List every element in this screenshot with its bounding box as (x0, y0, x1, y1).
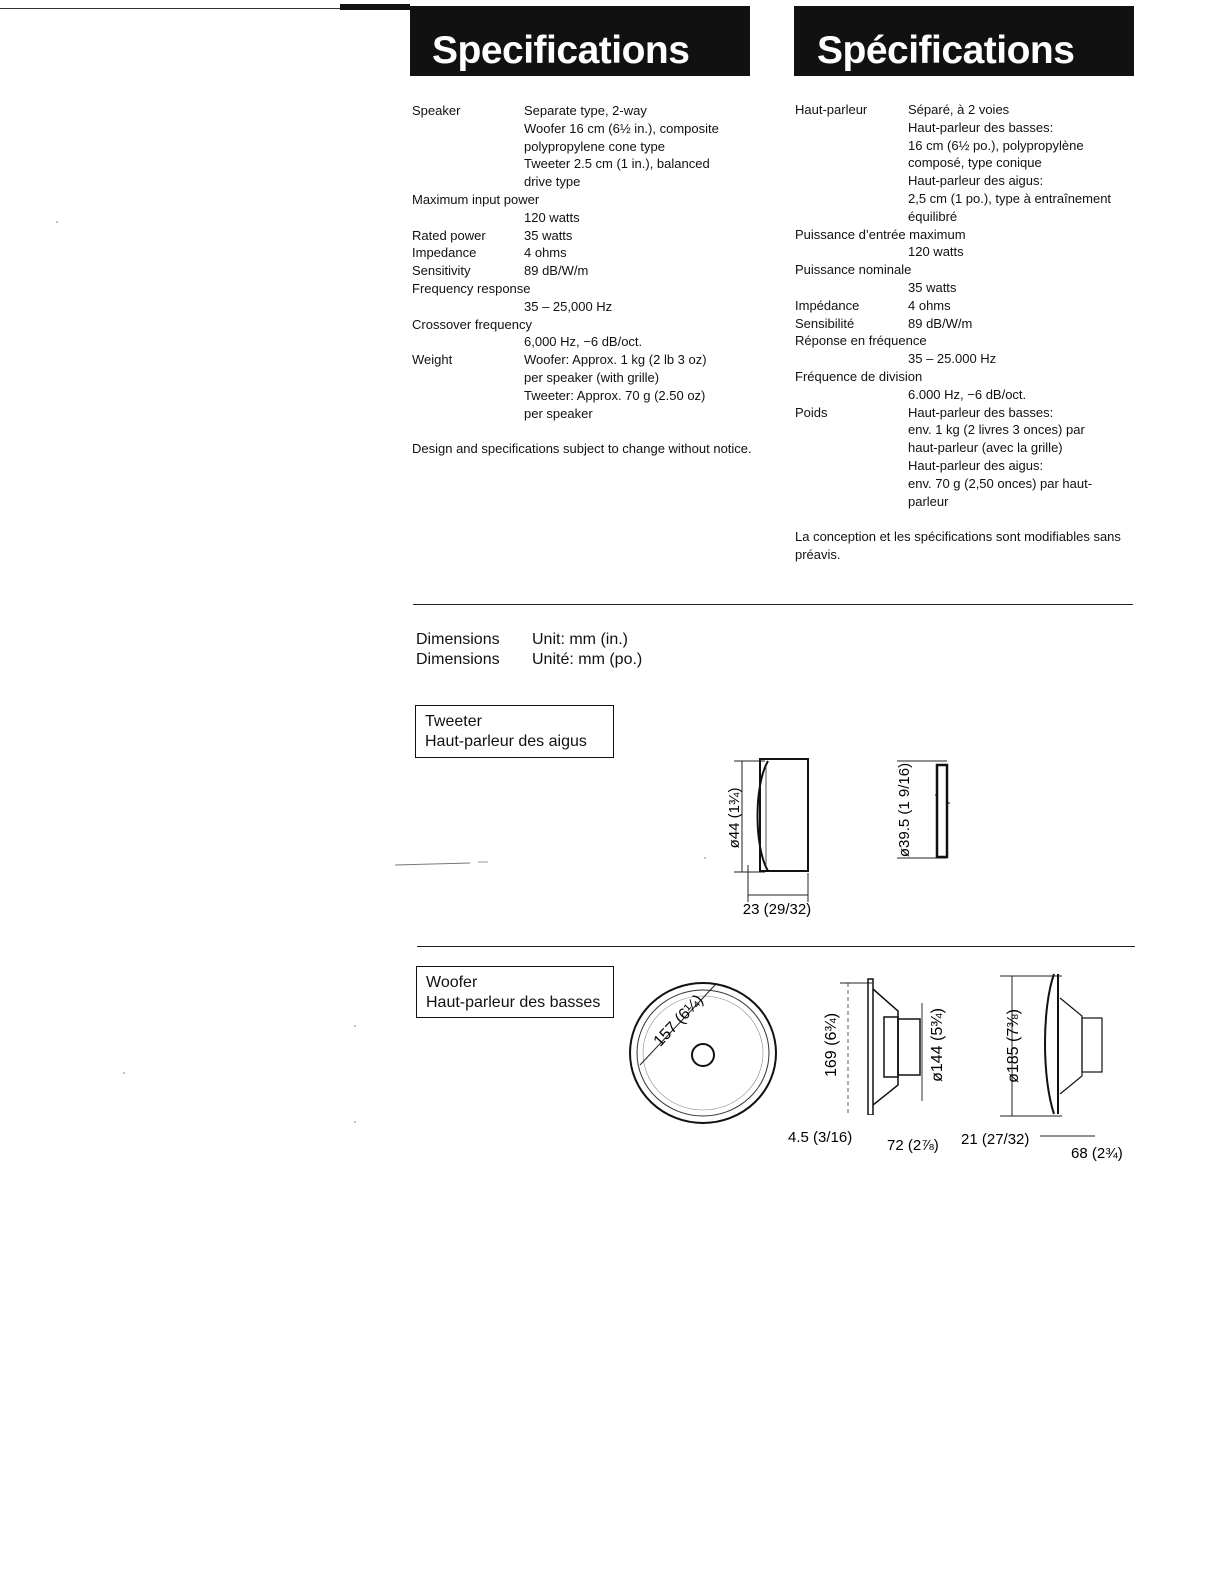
spec-value: env. 70 g (2,50 onces) par haut- (908, 475, 1093, 491)
spec-value: 35 watts (524, 227, 573, 243)
spec-note: La conception et les spécifications sont modifiables sans préavis. (795, 529, 1121, 563)
woofer-depth-dimension: 72 (2⅞) (887, 1137, 939, 1154)
tweeter-mount-dimension: ø39.5 (1 9/16) (896, 762, 913, 858)
tweeter-label-french: Haut-parleur des aigus (425, 733, 587, 750)
spec-value: Haut-parleur des basses: (908, 404, 1054, 420)
spec-label: Poids (795, 404, 828, 420)
spec-value: haut-parleur (avec la grille) (908, 440, 1063, 456)
dimensions-label-english: Dimensions (416, 631, 500, 648)
spec-label: Weight (412, 352, 453, 368)
woofer-grille-dimension: 21 (27/32) (961, 1131, 1030, 1148)
spec-label: Puissance d’entrée maximum (795, 226, 966, 242)
spec-label: Haut-parleur (795, 102, 868, 117)
spec-value: composé, type conique (908, 155, 1042, 171)
spec-label: Sensibilité (795, 315, 855, 331)
spec-value: 2,5 cm (1 po.), type à entraînement (908, 190, 1112, 206)
spec-value: Haut-parleur des basses: (908, 119, 1054, 135)
spec-label: Sensitivity (412, 263, 471, 279)
spec-value: Tweeter 2.5 cm (1 in.), balanced (524, 156, 710, 172)
spec-label: Crossover frequency (412, 316, 532, 332)
woofer-cutout-dimension: ø144 (5¾) (929, 1008, 946, 1082)
spec-value: per speaker (524, 405, 593, 421)
spec-value: 6,000 Hz, −6 dB/oct. (524, 334, 643, 350)
spec-value: 16 cm (6½ po.), polypropylène (908, 137, 1084, 153)
woofer-height-dimension: 169 (6¾) (823, 1012, 840, 1078)
spec-value: drive type (524, 174, 581, 190)
spec-value: 35 – 25.000 Hz (908, 351, 997, 367)
spec-value: Woofer 16 cm (6½ in.), composite (524, 120, 719, 136)
spec-note: Design and specifications subject to change without notice. (412, 441, 752, 457)
spec-value: Haut-parleur des aigus: (908, 173, 1044, 189)
woofer-bolt-circle-dimension: 157 (6¼) (650, 991, 707, 1051)
spec-value: per speaker (with grille) (524, 369, 660, 385)
spec-value: 4 ohms (524, 245, 567, 261)
tweeter-depth-dimension: 23 (29/32) (742, 901, 812, 918)
title-english: Specifications (432, 29, 690, 72)
spec-value: 120 watts (524, 209, 580, 225)
spec-value: polypropylene cone type (524, 138, 665, 154)
spec-value: 89 dB/W/m (524, 263, 589, 279)
woofer-flange-dimension: 4.5 (3/16) (788, 1129, 853, 1146)
spec-value: Woofer: Approx. 1 kg (2 lb 3 oz) (524, 352, 707, 368)
spec-value: Tweeter: Approx. 70 g (2.50 oz) (524, 387, 706, 403)
spec-value: 35 watts (908, 279, 957, 295)
unit-label-english: Unit: mm (in.) (532, 631, 628, 648)
spec-value: 89 dB/W/m (908, 315, 973, 331)
title-french: Spécifications (817, 29, 1075, 72)
spec-label: Speaker (412, 103, 461, 118)
spec-value: 35 – 25,000 Hz (524, 298, 613, 314)
tweeter-label-english: Tweeter (425, 713, 482, 730)
spec-label: Maximum input power (412, 191, 540, 207)
spec-value: 6.000 Hz, −6 dB/oct. (908, 386, 1027, 402)
woofer-label-english: Woofer (426, 974, 478, 991)
spec-value: Haut-parleur des aigus: (908, 457, 1044, 473)
spec-value: Separate type, 2-way (524, 103, 647, 118)
spec-value: env. 1 kg (2 livres 3 onces) par (908, 422, 1085, 438)
woofer-total-depth-dimension: 68 (2¾) (1071, 1145, 1123, 1162)
spec-label: Impédance (795, 297, 860, 313)
tweeter-diameter-dimension: ø44 (1¾) (726, 787, 743, 849)
spec-label: Rated power (412, 227, 486, 243)
spec-label: Impedance (412, 245, 477, 261)
unit-label-french: Unité: mm (po.) (532, 651, 643, 668)
spec-label: Fréquence de division (795, 368, 923, 384)
spec-value: équilibré (908, 208, 958, 224)
dimensions-label-french: Dimensions (416, 651, 500, 668)
spec-label: Frequency response (412, 280, 531, 296)
woofer-outer-diameter-dimension: ø185 (7⅜) (1005, 1009, 1022, 1083)
spec-label: Réponse en fréquence (795, 333, 927, 349)
spec-value: parleur (908, 493, 949, 509)
spec-value: 4 ohms (908, 297, 951, 313)
spec-value: 120 watts (908, 244, 964, 260)
spec-value: Séparé, à 2 voies (908, 102, 1010, 117)
spec-label: Puissance nominale (795, 262, 912, 278)
woofer-label-french: Haut-parleur des basses (426, 994, 601, 1011)
